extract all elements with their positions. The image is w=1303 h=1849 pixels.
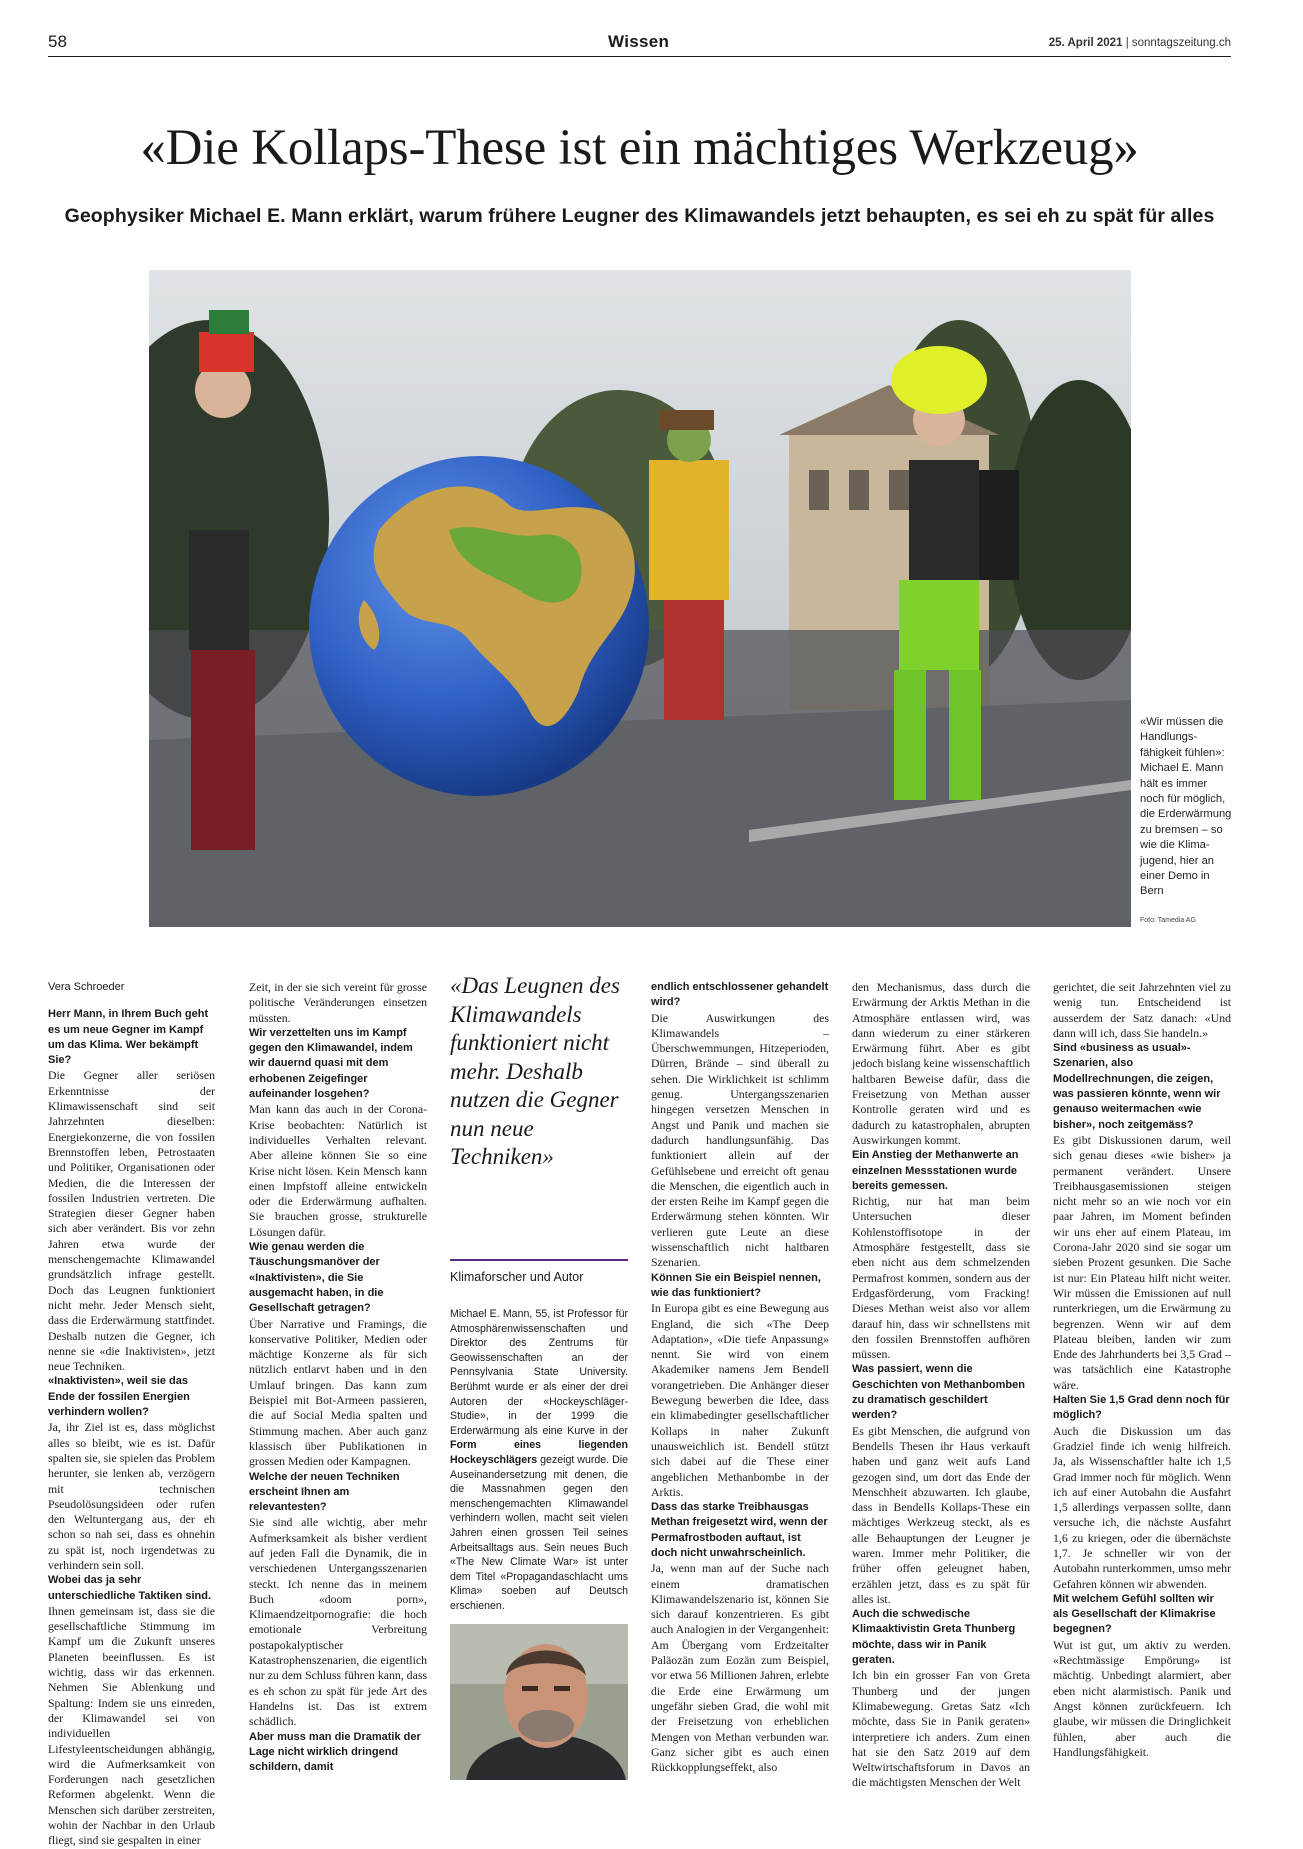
question: Dass das starke Treibhausgas Methan freigesetzt wird, wenn der Permafrostboden auftaut, ist doch nicht unwahrscheinlich. xyxy=(651,1501,828,1559)
article-column-5 xyxy=(852,980,1030,1791)
answer: Ich bin ein grosser Fan von Greta Thunberg und der jungen Klimabewegung. Gretas Satz «Ich möchte, dass Sie in Panik geraten» interpretiere ich anders. Zum einen hat sie den Satz 2019 auf dem Weltwirtschaftsforum in Davos an die mächtigsten Menschen der Welt xyxy=(852,1668,1030,1790)
article-column-1 xyxy=(48,980,215,1849)
issue-date: 25. April 2021 xyxy=(1048,37,1123,49)
dateline-separator: | xyxy=(1125,37,1129,49)
headline: «Die Kollaps-These ist ein mächtiges Werkzeug» xyxy=(140,120,1139,176)
answer: Man kann das auch in der Corona-Krise beobachten: Natürlich ist individuelles Verhalten relevant. Aber alleine können Sie so eine Krise nicht lösen. Kein Mensch kann einen Impfstoff alleine entwickeln oder die Erderwärmung aufhalten. Sie brauchen grosse, strukturelle Lösungen dafür. xyxy=(249,1102,427,1239)
question: Was passiert, wenn die Geschichten von Methanbomben zu dramatisch geschildert werden? xyxy=(852,1363,1025,1422)
question: Auch die schwedische Klimaaktivistin Greta Thunberg möchte, dass wir in Panik geraten. xyxy=(852,1608,1016,1667)
photo-credit: Foto: Tamedia AG xyxy=(1140,917,1196,924)
answer: Ja, ihr Ziel ist es, dass möglichst alles so bleibt, wie es ist. Dafür spalten sie, sie spielen das Problem herunter, sie lenken ab, verzögern mit technischen Pseudolösungsideen oder rufen den Weltuntergang aus, der eh schon so nah sei, dass es ohnehin zu spät ist, noch irgendetwas zu verhindern sein soll. xyxy=(48,1420,215,1572)
lead-photo xyxy=(149,270,1131,927)
question: Können Sie ein Beispiel nennen, wie das funktioniert? xyxy=(651,1271,821,1299)
author-byline: Vera Schroeder xyxy=(48,981,125,993)
answer: Ja, wenn man auf der Suche nach einem dramatischen Klimawandelszenario ist, können Sie sich darauf konzentrieren. Es gibt auch Analogien in der Vergangenheit: Am Übergang vom Erdzeitalter Paläozän zum Eozän zum Beispiel, vor etwa 56 Millionen Jahren, erlebte die Erde eine Erwärmung um ungefähr sieben Grad, die wohl mit der Freisetzung von erheblichen Mengen von Methan verbunden war. Ganz sicher gibt es auch einen Rückkopplungseffekt, also xyxy=(651,1561,829,1775)
portrait-illustration xyxy=(450,1624,628,1780)
question: Welche der neuen Techniken erscheint Ihnen am relevantesten? xyxy=(249,1470,400,1514)
answer: den Mechanismus, dass durch die Erwärmung der Arktis Methan in die Atmosphäre entlassen wird, was dann wiederum zu einer stärkeren Erwärmung führt. Aber es gibt jedoch bislang keine wissenschaftlich haltbaren Beweise dafür, dass die Freisetzung von Methan ausser Kontrolle geraten wird und es dadurch zu katastrophalen, abrupten Auswirkungen kommt. xyxy=(852,980,1030,1147)
question: Wir verzettelten uns im Kampf gegen den Klimawandel, indem wir dauernd quasi mit dem erhobenen Zeigefinger aufeinander losgehen? xyxy=(249,1026,413,1101)
answer: In Europa gibt es eine Bewegung aus England, die sich «The Deep Adaptation», «Die tiefe Anpassung» nennt. Sie wird von einem Akademiker namens Jem Bendell vorangetrieben. Die Anhänger dieser Bewegung bewerben die Idee, dass ein klimabedingter gesellschaftlicher Kollaps in naher Zukunft unausweichlich ist. Bendell stützt sich dabei auf die These einer angeblichen Methanbombe in der Arktis. xyxy=(651,1301,829,1499)
answer: Es gibt Diskussionen darum, weil sich genau dieses «wie bisher» ja permanent verändert. Unsere Treibhausgasemissionen steigen nicht mehr so an wie noch vor ein paar Jahren, im Moment befinden wir uns eher auf einem Plateau, im Corona-Jahr 2020 sind sie sogar um sieben Prozent gesunken. Die Sache ist nur: Ein Plateau hilft nicht weiter. Wir müssen die Emissionen auf null runterkriegen, um die Erwärmung zu begrenzen. Wenn wir auf dem Plateau bleiben, landen wir zum Ende des Jahrhunderts bei 3,5 Grad – was tatsächlich eine Katastrophe wäre. xyxy=(1053,1132,1231,1392)
photo-caption: «Wir müssen die Handlungsfähigkeit fühlen»: Michael E. Mann hält es immer noch für möglich, die Erderwärmung zu bremsen – so wie die Klimajugend, hier an einer Demo in Bern xyxy=(1140,716,1232,898)
subheadline: Geophysiker Michael E. Mann erklärt, warum frühere Leugner des Klimawandels jetzt behaupten, es sei eh zu spät für alles xyxy=(64,205,1215,227)
pull-quote: «Das Leugnen des Klimawandels funktioniert nicht mehr. Deshalb nutzen die Gegner nun neue Techniken» xyxy=(450,973,620,1169)
question: Ein Anstieg der Methanwerte an einzelnen Messstationen wurde bereits gemessen. xyxy=(852,1149,1019,1192)
answer: Es gibt Menschen, die aufgrund von Bendells Thesen ihr Haus verkauft haben und ganz weit aufs Land gezogen sind, um dort das Ende der Menschheit abzuwarten. Ich glaube, dass in Bendells Kollaps-These ein mächtiges Werkzeug steckt, als es alle Behauptungen der Leugner je waren. Immer mehr Politiker, die früher offen geleugnet haben, erzählen jetzt, dass es zu spät für alles ist. xyxy=(852,1423,1030,1606)
answer: Richtig, nur hat man beim Untersuchen dieser Kohlenstoffisotope in der Atmosphäre festgestellt, dass sie eben nicht aus dem schmelzenden Permafrost kommen, sondern aus der Erdgasförderung, vom Fracking! Dieses Methan weist also vor allem darauf hin, dass wir schnellstens mit den fossilen Brennstoffen aufhören müssen. xyxy=(852,1194,1030,1362)
bio-text-part-1: Michael E. Mann, 55, ist Professor für Atmosphärenwissenschaften und Direktor des Zentrums für Geowissenschaften an der Pennsylvania State University. Berühmt wurde er als einer der drei Autoren der «Hockeyschläger-Studie», in der 1999 die Erderwärmung als eine Kurve in der xyxy=(450,1308,628,1437)
answer: Zeit, in der sie sich vereint für grosse politische Veränderungen einsetzen müssten. xyxy=(249,980,427,1025)
header-rule xyxy=(48,56,1231,57)
bio-box-heading: Klimaforscher und Autor xyxy=(450,1270,584,1284)
bio-box-rule xyxy=(450,1259,628,1261)
climate-demo-illustration xyxy=(149,270,1131,927)
article-column-2 xyxy=(249,980,427,1775)
answer: Auch die Diskussion um das Gradziel finde ich wenig hilfreich. Ja, als Wissenschaftler halte ich 1,5 Grad immer noch für möglich. Wenn ich auf einer Autobahn die Ausfahrt 1,5 allerdings verpassen sollte, dann versuche ich, die nächste Ausfahrt 1,6 zu kriegen, oder die übernächste 1,7. Je schneller wir von der Autobahn runterkommen, umso mehr Gefahren können wir abwenden. xyxy=(1053,1423,1231,1591)
answer: Sie sind alle wichtig, aber mehr Aufmerksamkeit als bisher verdient auf jeden Fall die Dynamik, die in verschiedenen Untergangsszenarien steckt. Ich nenne das in meinem Buch «doom porn», Klimaendzeitpornografie: die hoch emotionale Verbreitung postapokalyptischer Katastrophenszenarien, die eigentlich nur zu dem Schluss führen kann, dass es eh schon zu spät für jede Art des Handelns ist. Das ist extrem schädlich. xyxy=(249,1515,427,1729)
question: endlich entschlossener gehandelt wird? xyxy=(651,981,829,1009)
answer: Wut ist gut, um aktiv zu werden. «Rechtmässige Empörung» ist mächtig. Unbedingt alarmiert, aber eben nicht alarmistisch. Panik und Angst können zurückfeuern. Ich glaube, wir müssen die Dringlichkeit fühlen, aber auch die Handlungsfähigkeit. xyxy=(1053,1637,1231,1759)
answer: gerichtet, die seit Jahrzehnten viel zu wenig tun. Entscheidend ist ausserdem der Satz danach: «Und dann will ich, dass Sie handeln.» xyxy=(1053,980,1231,1040)
question: Herr Mann, in Ihrem Buch geht es um neue Gegner im Kampf um das Klima. Wer bekämpft Sie? xyxy=(48,1008,209,1067)
question: Halten Sie 1,5 Grad denn noch für möglich? xyxy=(1053,1394,1230,1422)
article-column-6 xyxy=(1053,980,1231,1760)
question: «Inaktivisten», weil sie das Ende der fossilen Energien verhindern wollen? xyxy=(48,1375,190,1419)
bio-text-highlight: Form eines liegenden Hockeyschlägers xyxy=(450,1439,628,1466)
answer: Über Narrative und Framings, die konservative Politiker, Medien oder mächtige Konzerne als für sich nützlich entlarvt haben und in den Umlauf bringen. Das kann zum Beispiel mit Bot-Armeen passieren, die auf Social Media spalten und Stimmung machen. Aber auch ganz klassisch über Publikationen in grossen Medien oder Kampagnen. xyxy=(249,1316,427,1469)
site-url[interactable]: sonntagszeitung.ch xyxy=(1131,37,1231,49)
question: Wie genau werden die Täuschungsmanöver der «Inaktivisten», die Sie ausgemacht haben, in die Gesellschaft getragen? xyxy=(249,1241,384,1315)
bio-box-text xyxy=(450,1307,628,1613)
author-portrait xyxy=(450,1624,628,1780)
question: Wobei das ja sehr unterschiedliche Taktiken sind. xyxy=(48,1574,212,1602)
question: Mit welchem Gefühl sollten wir als Gesellschaft der Klimakrise begegnen? xyxy=(1053,1592,1216,1636)
answer: Die Gegner aller seriösen Erkenntnisse der Klimawissenschaft sind seit Jahrzehnten dieselben: Energiekonzerne, die von fossilen Brennstoffen leben, Petrostaaten und Politiker, Organisationen oder Medien, die die Interessen der fossilen Industrien vertreten. Die Strategien dieser Gegner haben sich aber verändert. Bis vor zehn Jahren etwa wurde der menschengemachte Klimawandel grundsätzlich infrage gestellt. Doch das Leugnen funktioniert nicht mehr. Jeder Mensch sieht, dass die Erderwärmung stattfindet. Deshalb nutzen die Gegner, ich nenne sie «die Inaktivisten», jetzt neue Techniken. xyxy=(48,1068,215,1374)
page-number: 58 xyxy=(48,32,67,51)
section-label: Wissen xyxy=(608,32,670,51)
answer: Die Auswirkungen des Klimawandels – Überschwemmungen, Hitzeperioden, Dürren, Brände – sind überall zu sehen. Die Wirklichkeit ist schlimm genug. Untergangsszenarien hingegen versetzen Menschen in Angst und Panik und machen sie dadurch handlungsunfähig. Das funktioniert allein auf der Gefühlsebene und erreicht oft genau die Menschen, die eigentlich auch in der ersten Reihe im Kampf gegen die Erderwärmung stehen könnten. Wir verlieren gute Leute an diese wissenschaftlich nicht haltbaren Szenarien. xyxy=(651,1010,829,1270)
dateline xyxy=(1049,37,1231,49)
answer: Ihnen gemeinsam ist, dass sie die gesellschaftliche Stimmung im Kampf um die Zukunft unseres Planeten beeinflussen. Es ist wichtig, dass wir das erkennen. Nehmen Sie Ablenkung und Spaltung: Indem sie uns einreden, der Klimawandel sei von individuellen Lifestyleentscheidungen abhängig, wird die Aufmerksamkeit von Forderungen nach gesetzlichen Reformen abgelenkt. Wenn die Menschen sich darüber zerstreiten, wohin der Nachbar in den Urlaub fliegt, sind sie gespalten in einer xyxy=(48,1603,215,1848)
question: Sind «business as usual»-Szenarien, also Modellrechnungen, die zeigen, was passieren könnte, wenn wir genauso weitermachen «wie bisher», noch zeitgemäss? xyxy=(1053,1042,1221,1131)
question: Aber muss man die Dramatik der Lage nicht wirklich dringend schildern, damit xyxy=(249,1730,421,1774)
article-column-4 xyxy=(651,980,829,1775)
bio-text-part-2: gezeigt wurde. Die Auseinandersetzung mit denen, die die Massnahmen gegen den menschengemachten Klimawandel verhindern wollen, macht seit vielen Jahren einen grossen Teil seines Arbeitsalltags aus. Sein neues Buch «The New Climate War» ist unter dem Titel «Propagandaschlacht ums Klima» soeben auf Deutsch erschienen. xyxy=(450,1453,628,1612)
